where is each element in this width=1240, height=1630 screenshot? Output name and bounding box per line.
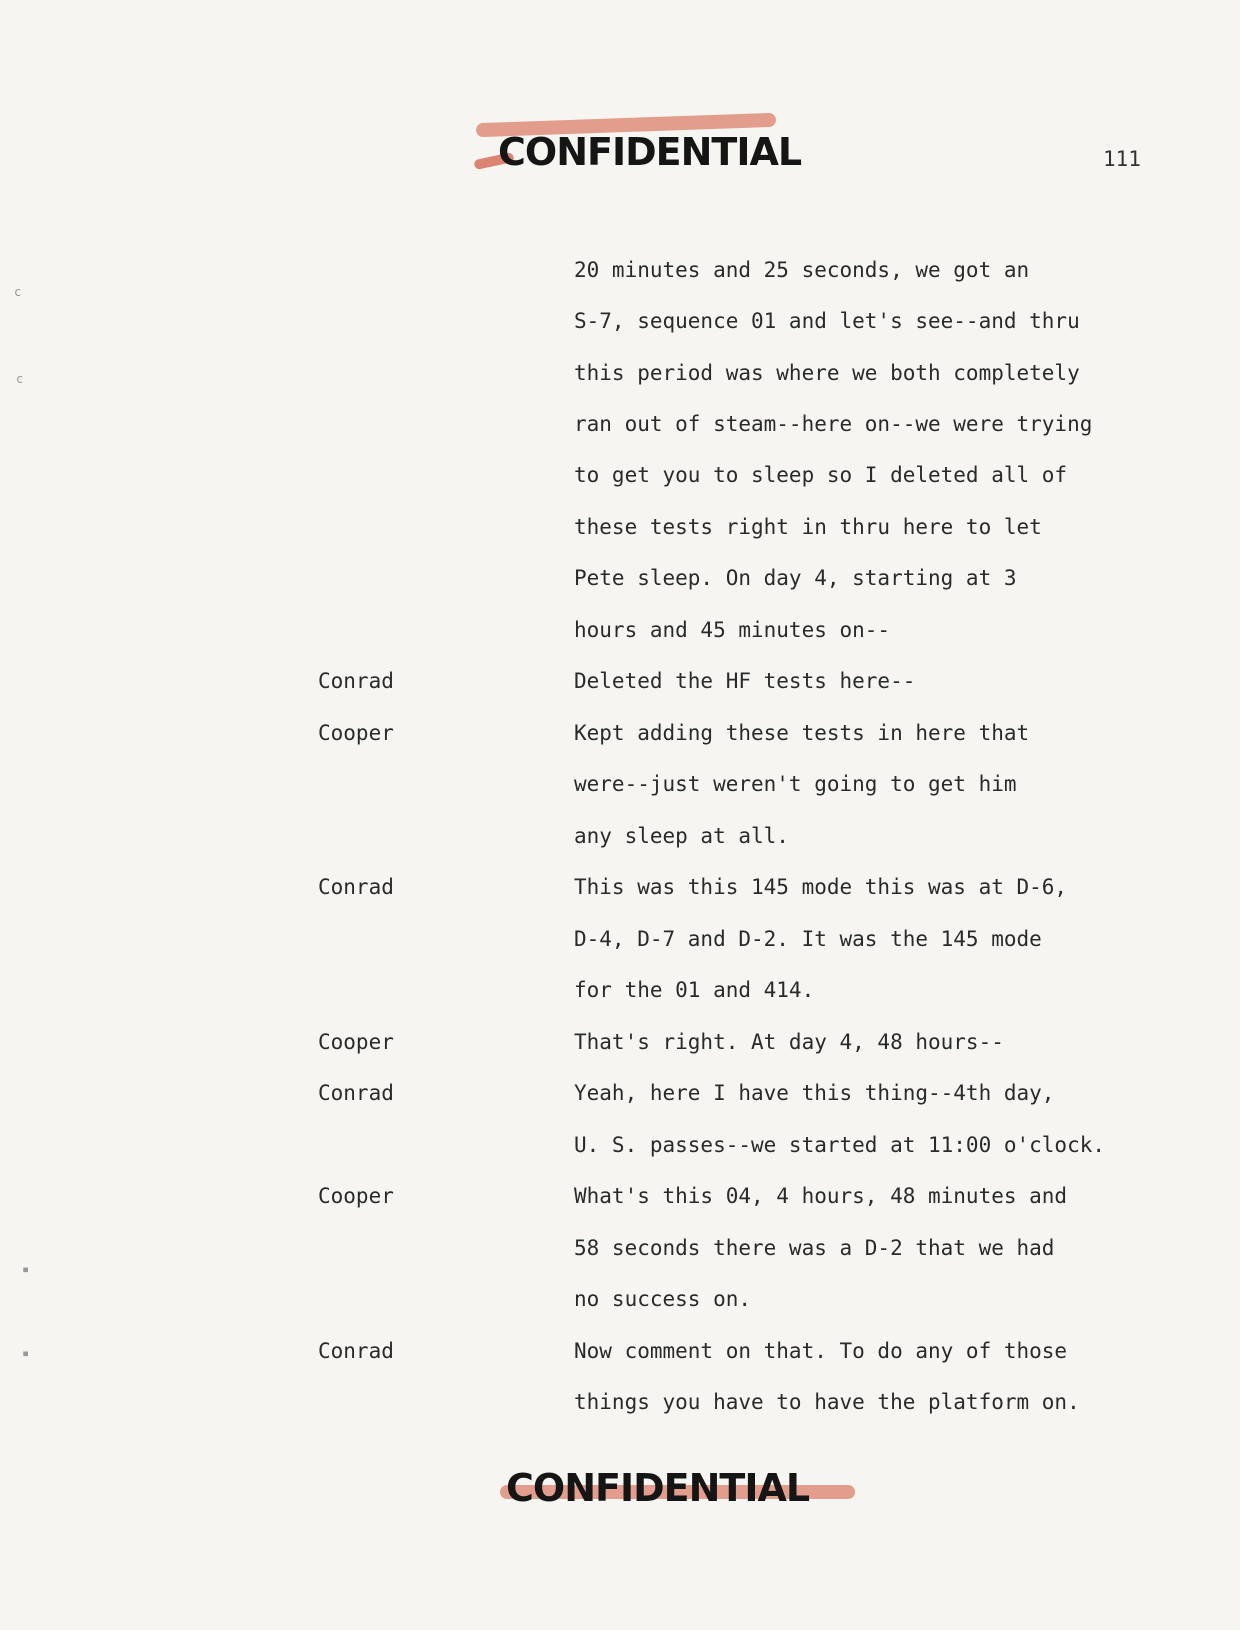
margin-mark: c xyxy=(14,285,22,299)
confidential-stamp-top: CONFIDENTIAL xyxy=(498,130,802,174)
transcript-line: for the 01 and 414. xyxy=(574,978,815,1002)
speaker-label: Conrad xyxy=(318,1339,394,1363)
confidential-stamp-bottom: CONFIDENTIAL xyxy=(506,1466,810,1510)
transcript-line: ran out of steam--here on--we were trying xyxy=(574,412,1093,436)
transcript-line: Pete sleep. On day 4, starting at 3 xyxy=(574,566,1017,590)
transcript-line: hours and 45 minutes on-- xyxy=(574,618,891,642)
transcript-line: these tests right in thru here to let xyxy=(574,515,1042,539)
transcript-line: things you have to have the platform on. xyxy=(574,1390,1080,1414)
speaker-label: Conrad xyxy=(318,669,394,693)
transcript-line: Now comment on that. To do any of those xyxy=(574,1339,1068,1363)
speaker-label: Cooper xyxy=(318,1184,394,1208)
transcript-line: no success on. xyxy=(574,1287,752,1311)
margin-mark: c xyxy=(16,372,24,386)
speaker-label: Cooper xyxy=(318,1030,394,1054)
speaker-label: Conrad xyxy=(318,1081,394,1105)
transcript-line: were--just weren't going to get him xyxy=(574,772,1017,796)
transcript-line: U. S. passes--we started at 11:00 o'clock. xyxy=(574,1133,1106,1157)
transcript-line: this period was where we both completely xyxy=(574,361,1080,385)
transcript-line: This was this 145 mode this was at D-6, xyxy=(574,875,1068,899)
transcript-line: That's right. At day 4, 48 hours-- xyxy=(574,1030,1004,1054)
transcript-line: Kept adding these tests in here that xyxy=(574,721,1030,745)
margin-mark: ▪ xyxy=(22,1262,30,1276)
transcript-line: What's this 04, 4 hours, 48 minutes and xyxy=(574,1184,1068,1208)
transcript-line: Yeah, here I have this thing--4th day, xyxy=(574,1081,1055,1105)
margin-mark: ▪ xyxy=(22,1346,30,1360)
transcript-line: 58 seconds there was a D-2 that we had xyxy=(574,1236,1055,1260)
transcript-line: 20 minutes and 25 seconds, we got an xyxy=(574,258,1030,282)
transcript-line: any sleep at all. xyxy=(574,824,789,848)
page-number: 111 xyxy=(1103,147,1141,171)
transcript-line: to get you to sleep so I deleted all of xyxy=(574,463,1068,487)
transcript-line: Deleted the HF tests here-- xyxy=(574,669,916,693)
transcript-line: D-4, D-7 and D-2. It was the 145 mode xyxy=(574,927,1042,951)
speaker-label: Conrad xyxy=(318,875,394,899)
transcript-line: S-7, sequence 01 and let's see--and thru xyxy=(574,309,1080,333)
speaker-label: Cooper xyxy=(318,721,394,745)
